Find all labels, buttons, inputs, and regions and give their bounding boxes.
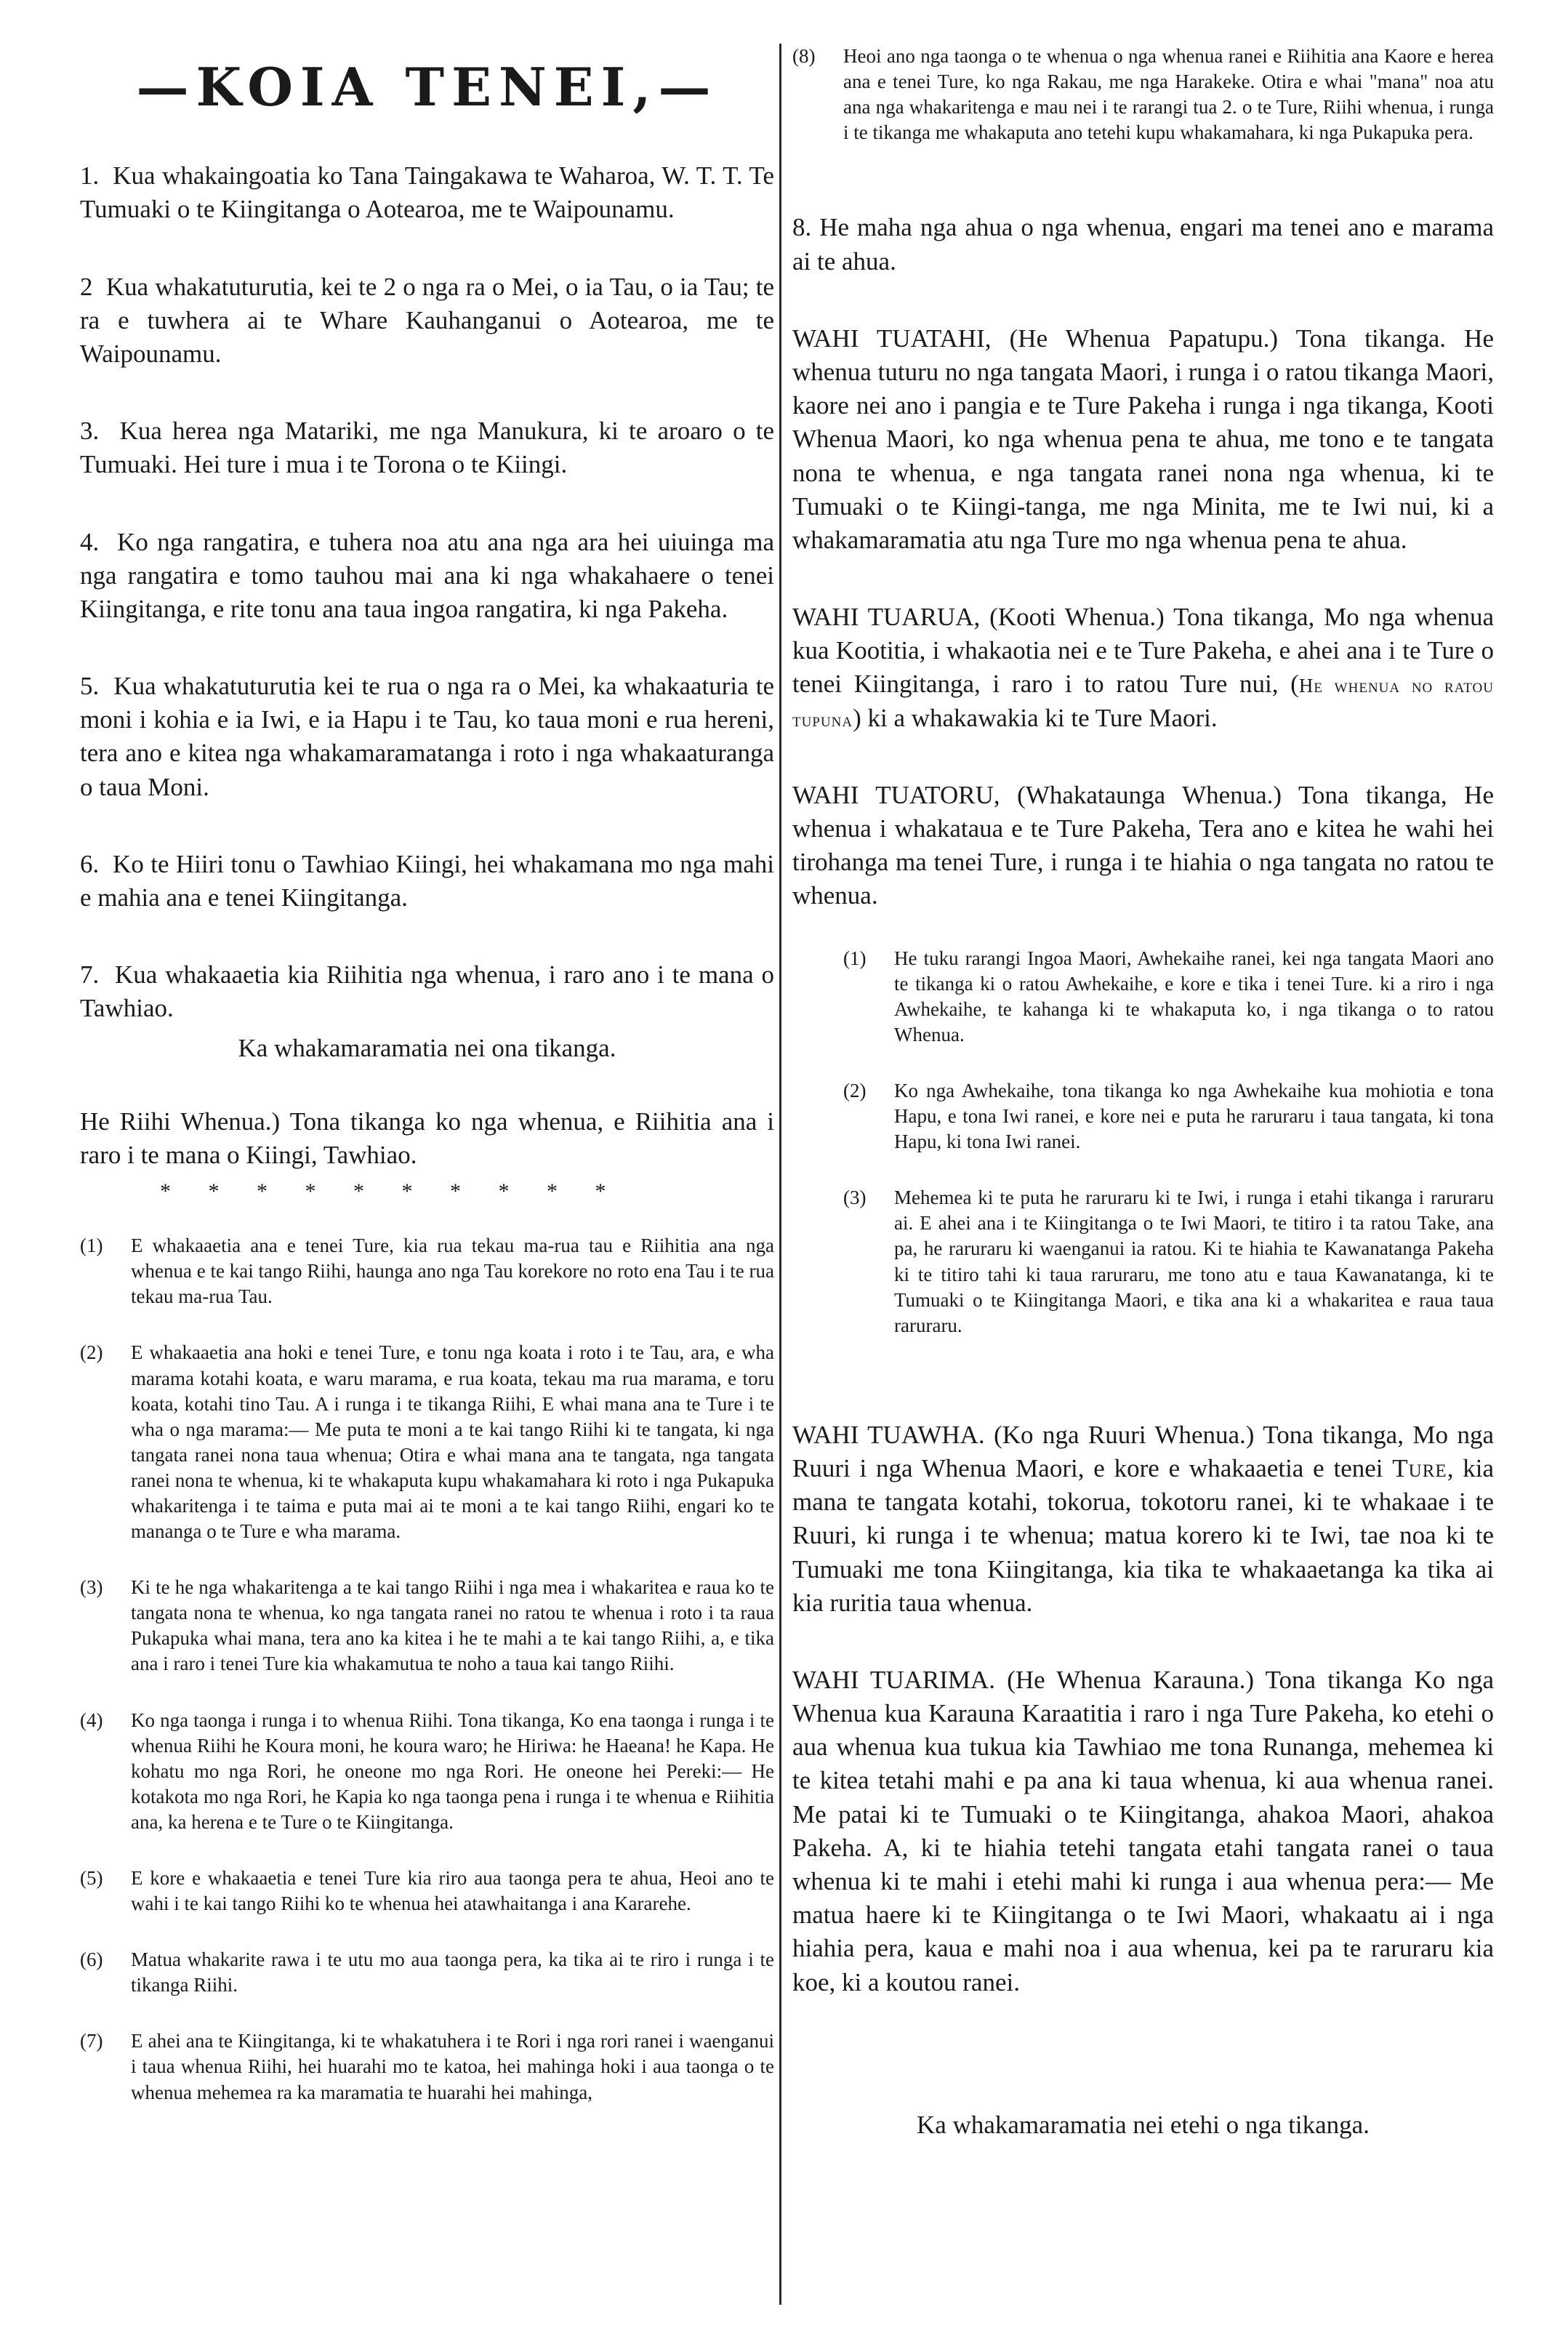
wahi-tuarua-caps: He whenua no ratou tupuna [792, 675, 1494, 731]
article-1 [80, 159, 774, 226]
clause-number: (2) [843, 1079, 867, 1101]
clause-number: (2) [80, 1341, 103, 1364]
wahi-tuawha [792, 1418, 1494, 1620]
clause-number: (5) [80, 1867, 103, 1889]
article-text: Kua whakaaetia kia Riihitia nga whenua, i raro ano i te mana o Tawhiao. [80, 960, 775, 1023]
article-number: 2 [80, 272, 93, 301]
clause-text: E whakaaetia ana e tenei Ture, kia rua tekau ma-rua tau e Riihitia ana nga whenua e te kai tango Riihi, haunga ano nga Tau korekore no roto ena Tau i te rua tekau ma-rua Tau. [131, 1235, 774, 1308]
tuatoru-clause-3 [843, 1185, 1494, 1338]
wahi-tuawha-text-end: , kia mana te tangata kotahi, tokorua, tokotoru ranei, ki te whakaae i te Ruuri, ki runga i te whenua; matua korero ki te Iwi, tae noa ki te Tumuaki me tona Kiingitanga, kia tika te whakaaetanga ka tika ai kia ruritia taua whenua. [792, 1453, 1494, 1617]
article-text: Ko nga rangatira, e tuhera noa atu ana nga ara hei uiuinga ma nga rangatira e tomo tauhou mai ana ki nga whakahaere o tenei Kiingitanga, e rite tonu ana taua ingoa rangatira, ki nga Pakeha. [80, 527, 775, 623]
clause-number: (3) [843, 1187, 867, 1209]
masthead: —KOIA TENEI,— [136, 56, 718, 118]
article-number: 3. [80, 417, 100, 446]
article-3 [80, 414, 774, 481]
clause-number: (3) [80, 1576, 103, 1599]
wahi-tuawha-text: WAHI TUAWHA. (Ko nga Ruuri Whenua.) Tona tikanga, Mo nga Ruuri i nga Whenua Maori, e kore e whakaaetia e tenei [792, 1420, 1494, 1482]
closing-line: Ka whakamaramatia nei etehi o nga tikanga. [917, 2110, 1370, 2139]
article-4 [80, 526, 774, 627]
article-8: 8. He maha nga ahua o nga whenua, engari ma tenei ano e marama ai te ahua. [792, 213, 1494, 276]
article-number: 7. [80, 960, 100, 990]
wahi-tuarua [792, 601, 1494, 735]
riihi-clause-4 [80, 1708, 774, 1835]
clause-text: Ki te he nga whakaritenga a te kai tango Riihi i nga mea i whakaritea e raua ko te tangata nona te whenua, ko nga tangata ranei no ratou te whenua i roto i ta raua Pukapuka whai mana, tera ano ka kitea i he te mahi a te kai tango Riihi, a, e tika ana i raro i tenei Ture kia whakamutua te noho a taua kai tango Riihi. [131, 1576, 774, 1675]
article-6 [80, 848, 774, 915]
clause-number: (1) [843, 947, 867, 969]
article-number: 6. [80, 849, 100, 878]
masthead-title: KOIA TENEI, [196, 56, 659, 118]
article-number: 4. [80, 527, 100, 556]
explain-line: Ka whakamaramatia nei ona tikanga. [238, 1033, 616, 1062]
tuatoru-clause-1 [843, 946, 1494, 1048]
clause-text: He tuku rarangi Ingoa Maori, Awhekaihe ranei, kei nga tangata Maori ano te tikanga ki o ratou Awhekaihe, e kore e tika i tenei Ture. ki a riro i nga Awhekaihe, te kahanga ki te whakaputa ko, i nga tikanga o to ratou Whenua. [894, 947, 1494, 1045]
article-text: Kua herea nga Matariki, me nga Manukura, ki te aroaro o te Tumuaki. Hei ture i mua i te Torona o te Kiingi. [80, 417, 775, 479]
wahi-tuarua-text: WAHI TUARUA, (Kooti Whenua.) Tona tikanga, Mo nga whenua kua Kootitia, i whakaotia nei e te Ture Pakeha, e ahei ana i te Ture o tenei Kiingitanga, i raro i to ratou Ture nui, ( [792, 603, 1494, 699]
riihi-clause-7 [80, 2028, 774, 2105]
article-text: Kua whakatuturutia kei te rua o nga ra o Mei, ka whakaaturia te moni i kohia e ia Iwi, e ia Hapu i te Tau, ko taua moni e rua hereni, tera ano e kitea nga whakamaramatanga i roto i nga whakaaturanga o taua Moni. [80, 672, 774, 801]
clause-text: Ko nga taonga i runga i to whenua Riihi. Tona tikanga, Ko ena taonga i runga i te whenua Riihi he Koura moni, he koura waro; he Hiriwa: he Haeana! he Kapa. He kohatu mo nga Rori, he oneone mo nga Rori. He oneone hei Pereki:— He kotakota mo nga Rori, he Kapia ko nga taonga pena i runga i te whenua e Riihitia ana, ka herena e te Ture o te Kiingitanga. [131, 1709, 774, 1833]
article-2 [80, 270, 774, 372]
wahi-tuarua-text-end: ) ki a whakawakia ki te Ture Maori. [853, 703, 1218, 732]
article-5 [80, 670, 774, 804]
article-number: 5. [80, 672, 100, 701]
clause-text: Mehemea ki te puta he raruraru ki te Iwi, i runga i etahi tikanga i raruraru ai. E ahei ana i te Kiingitanga o te Iwi Maori, te titiro i ta ratou Take, ana pa, he raruraru ki waenganui ia ratou. Ki te hiahia te Kawanatanga Pakeha ki te titiro tahi ki taua raruraru, me tono atu e taua Kawanatanga, ki te Tumuaki o te Kiingitanga Maori, e tika ana ki a whakaritea e raua taua raruraru. [894, 1187, 1494, 1336]
clause-text: E kore e whakaaetia e tenei Ture kia riro aua taonga pera te ahua, Heoi ano te wahi i te kai tango Riihi ko te whenua hei atawhaitanga i ana Kararehe. [131, 1867, 774, 1915]
star-divider: * * * * * * * * * * [160, 1179, 622, 1204]
riihi-clause-6 [80, 1947, 774, 1998]
article-text: Kua whakaingoatia ko Tana Taingakawa te Waharoa, W. T. T. Te Tumuaki o te Kiingitanga o Aotearoa, me te Waipounamu. [80, 161, 774, 224]
clause-text: Heoi ano nga taonga o te whenua o nga whenua ranei e Riihitia ana Kaore e herea ana e tenei Ture, ko nga Rakau, me nga Harakeke. Otira e whai "mana" noa atu ana nga whakaritenga e mau nei i te rarangi tua 2. o te Ture, Riihi whenua, i runga i te tikanga me whakaputa ano tetehi kupu whakamahara, ki nga Pukapuka pera. [843, 45, 1494, 144]
right-column [792, 44, 1494, 2307]
clause-text: Ko nga Awhekaihe, tona tikanga ko nga Awhekaihe kua mohiotia e tona Hapu, e tona Iwi ranei, e kore nei e puta he raruraru i taua tangata, ki tona Hapu, ki tona Iwi ranei. [894, 1079, 1494, 1153]
clause-number: (6) [80, 1948, 103, 1971]
riihi-clause-3 [80, 1575, 774, 1677]
clause-number: (8) [792, 45, 816, 67]
article-7 [80, 958, 774, 1025]
riihi-clause-1 [80, 1233, 774, 1309]
wahi-tuawha-ture: Ture [1392, 1453, 1447, 1482]
article-text: Kua whakatuturutia, kei te 2 o nga ra o Mei, o ia Tau, o ia Tau; te ra e tuwhera ai te Whare Kauhanganui o Aotearoa, me te Waipounamu. [80, 272, 774, 368]
clause-number: (4) [80, 1709, 103, 1731]
riihi-clause-5 [80, 1866, 774, 1916]
clause-text: Matua whakarite rawa i te utu mo aua taonga pera, ka tika ai te riro i runga i te tikanga Riihi. [131, 1948, 774, 1996]
wahi-tuarima: WAHI TUARIMA. (He Whenua Karauna.) Tona tikanga Ko nga Whenua kua Karauna Karaatitia i raro i nga Ture Pakeha, ko etehi o aua whenua kua tukua kia Tawhiao me tona Runanga, mehemea ki te kitea tetahi mahi e pa ana ki taua whenua, ki aua whenua ranei. Me patai ki te Tumuaki o te Kiingitanga, ahakoa Maori, ahakoa Pakeha. A, ki te hiahia tetehi tangata etahi tangata ranei o taua whenua ki te mahi i etehi mahi ki runga i aua whenua pera:— Me matua haere ki te Kiingitanga o te Iwi Maori, whakaatu ai i nga hiahia pera, kaua e mahi noa i aua whenua, kei pa te raruraru kia koe, ki a koutou ranei. [792, 1665, 1494, 1996]
riihi-heading: He Riihi Whenua.) Tona tikanga ko nga whenua, e Riihitia ana i raro i te mana o Kiingi, Tawhiao. [80, 1107, 774, 1169]
clause-number: (1) [80, 1235, 103, 1257]
article-text: Ko te Hiiri tonu o Tawhiao Kiingi, hei whakamana mo nga mahi e mahia ana e tenei Kiingitanga. [80, 849, 774, 912]
riihi-clause-8 [792, 44, 1494, 145]
article-number: 1. [80, 161, 100, 190]
left-column [80, 44, 774, 2307]
tuatoru-clause-2 [843, 1078, 1494, 1155]
clause-text: E whakaaetia ana hoki e tenei Ture, e tonu nga koata i roto i te Tau, ara, e wha marama kotahi koata, e waru marama, e rua koata, tekau ma rua marama, e toru koata, kotahi tino Tau. A i runga i te tikanga Riihi, E whai mana ana te Ture i te wha o nga marama:— Me puta te moni a te kai tango Riihi ki te tangata, ki nga tangata ranei nona taua whenua; Otira e whai mana ana te tangata, nga tangata ranei nona te whenua, ki te whakaputa kupu whakamahara ki roto i nga Pukapuka whakaritenga i te taima e puta mai ai te moni a te kai tango Riihi, engari ko te mananga o te Ture e wha marama. [131, 1341, 774, 1543]
wahi-tuatahi: WAHI TUATAHI, (He Whenua Papatupu.) Tona tikanga. He whenua tuturu no nga tangata Maori, i runga i o ratou tikanga Maori, kaore nei ano i pangia e te Ture Pakeha i runga i nga tikanga, Kooti Whenua Maori, ko nga whenua pena te ahua, me tono e te tangata nona te whenua, e nga tangata ranei nona nga whenua, ki te Tumuaki o te Kiingi-tanga, me nga Minita, me te Iwi nui, ki a whakamaramatia atu nga Ture mo nga whenua pena te ahua. [792, 324, 1494, 554]
clause-text: E ahei ana te Kiingitanga, ki te whakatuhera i te Rori i nga rori ranei i waenganui i taua whenua Riihi, hei huarahi mo te katoa, hei mahinga hoki i aua taonga o te whenua mehemea ra ka maramatia te huarahi hei mahinga, [131, 2030, 774, 2103]
riihi-clause-2 [80, 1340, 774, 1544]
column-divider [779, 44, 781, 2305]
clause-number: (7) [80, 2030, 103, 2052]
wahi-tuatoru: WAHI TUATORU, (Whakataunga Whenua.) Tona tikanga, He whenua i whakataua e te Ture Pakeha, Tera ano e kitea he wahi hei tirohanga ma tenei Ture, i runga i te hiahia o nga tangata no ratou te whenua. [792, 780, 1494, 910]
